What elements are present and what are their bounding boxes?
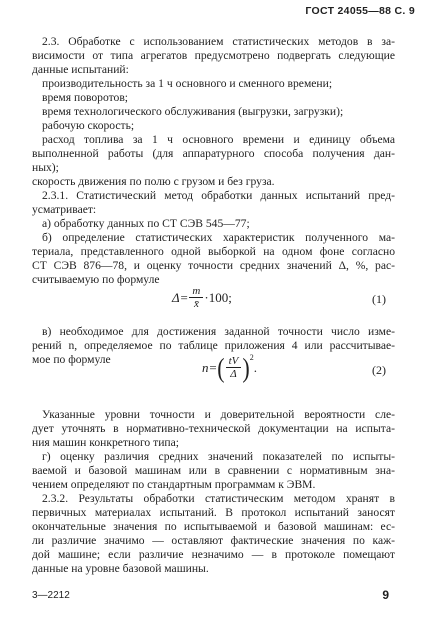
text-line: считываемую по формуле	[32, 273, 160, 286]
text-line: 2.3. Обработке с использованием статистических методов в за-	[42, 35, 395, 48]
text-line: время технологического обслуживания (выгрузки, загрузки);	[42, 105, 344, 118]
text-line: рений n, определяемое по таблице приложения 4 или рассчитывае-	[32, 339, 395, 352]
text-line: окончательные значения по испытываемой и базовой машинам: ес-	[32, 520, 395, 533]
formula-2-numerator: tV	[228, 355, 239, 367]
text-line: время поворотов;	[42, 91, 129, 104]
formula-1-rhs: ·100;	[204, 289, 232, 305]
formula-2-number: (2)	[372, 363, 386, 377]
text-line: ли различие значимо — оставляют фактические значения по каж-	[32, 534, 395, 547]
formula-1-denominator: x̄	[193, 298, 199, 310]
text-line: скорость движения по полю с грузом и без груза.	[32, 175, 275, 188]
text-line: 2.3.1. Статистический метод обработки данных испытаний пред-	[42, 189, 395, 202]
text-line: производительность за 1 ч основного и сменного времени;	[42, 77, 333, 90]
formula-1-lhs: Δ=	[172, 289, 189, 305]
text-line: данные на уровне базовой машины.	[32, 562, 209, 575]
text-line: висимости от типа агрегатов предусмотрено подвергать следующие	[32, 49, 395, 62]
text-line: дует уточнять в нормативно-технической документации на испыта-	[32, 422, 395, 435]
text-line: ния машин конкретного типа;	[32, 436, 179, 449]
text-line: б) определение статистических характеристик полученного ма-	[42, 231, 395, 244]
formula-2-lhs: n=	[202, 359, 218, 375]
formula-2-rhs: .	[253, 359, 257, 375]
formula-2-exponent: 2	[249, 353, 254, 362]
formula-accuracy	[172, 285, 232, 310]
text-line: данные испытаний:	[32, 63, 129, 76]
text-line: усматривает:	[32, 203, 97, 216]
text-line: чением определяют по стандартным программам к ЭВМ.	[32, 478, 316, 491]
text-line: расход топлива за 1 ч основного времени и единицу объема	[42, 133, 395, 146]
page-header: ГОСТ 24055—88 С. 9	[305, 5, 415, 17]
print-order-number: 3—2212	[32, 590, 70, 601]
text-line: рабочую скорость;	[42, 119, 135, 132]
text-line: Указанные уровни точности и доверительной вероятности сле-	[42, 408, 395, 421]
text-line: териала, представленного одной выборкой на одном фоне согласно	[32, 245, 395, 258]
text-line: выполненной работы (для аппаратурного способа получения дан-	[32, 147, 395, 160]
text-line: мое по формуле	[32, 353, 111, 366]
formula-2-fraction	[226, 355, 242, 380]
text-line: ваемой и базовой машинам или в сравнении с нормативным зна-	[32, 464, 395, 477]
text-line: г) оценку различия средних значений показателей по испыты-	[42, 450, 395, 463]
formula-2-denominator: Δ	[230, 368, 237, 380]
text-line: дой машине; если различие незначимо — в протоколе помещают	[32, 548, 395, 561]
text-line: а) обработку данных по СТ СЭВ 545—77;	[42, 217, 250, 230]
formula-1-fraction	[189, 285, 203, 310]
formula-1-numerator: m	[192, 285, 201, 297]
text-line: 2.3.2. Результаты обработки статистическим методом хранят в	[42, 492, 395, 505]
formula-1-number: (1)	[372, 292, 386, 306]
text-line: первичных материалах испытаний. В протокол испытаний заносят	[32, 506, 395, 519]
text-line: СТ СЭВ 876—78, и оценку точности средних значений Δ, %, рас-	[32, 259, 395, 272]
text-line: в) необходимое для достижения заданной точности число изме-	[42, 325, 395, 338]
text-line: ных);	[32, 161, 59, 174]
page-number: 9	[382, 588, 389, 602]
formula-measurements: n= ( $\frac{tV}{\Delta}$ ) 2 .	[202, 351, 257, 383]
